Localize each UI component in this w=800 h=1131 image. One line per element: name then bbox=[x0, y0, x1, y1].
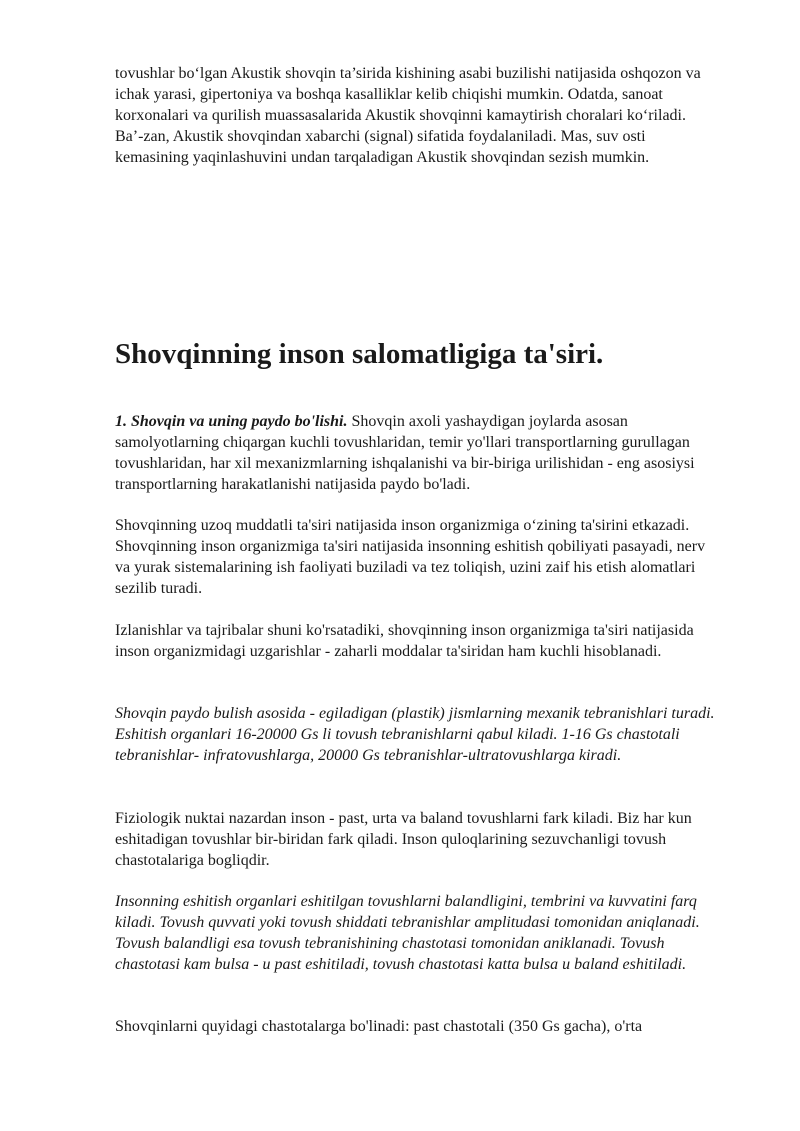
paragraph-text: Shovqin axoli yashaydigan joylarda asosan samolyotlarning chiqargan kuchli tovushlaridan, temir yo'llari transportlarning gurullagan tovushlaridan, har xil mexanizmlarning ishqalanishi va bir-biriga urilishidan - eng asosiysi transportlarning harakatlanishi natijasida paydo bo'ladi. bbox=[115, 413, 695, 493]
paragraph-research: Izlanishlar va tajribalar shuni ko'rsatadiki, shovqinning inson organizmiga ta'siri natijasida inson organizmidagi uzgarishlar - zaharli moddalar ta'siridan ham kuchli hisoblanadi. bbox=[115, 622, 694, 660]
paragraph-physiology: Fiziologik nuktai nazardan inson - past, urta va baland tovushlarni fark kiladi. Biz har kun eshitadigan tovushlar bir-biridan fark qiladi. Inson quloqlarining sezuvchanligi tovush chastotalariga bogliqdir. bbox=[115, 810, 692, 869]
paragraph-frequencies: Shovqinlarni quyidagi chastotalarga bo'linadi: past chastotali (350 Gs gacha), o'rta bbox=[115, 1018, 643, 1035]
paragraph-long-term-effect: Shovqinning uzoq muddatli ta'siri natijasida inson organizmiga o‘zining ta'sirini etkazadi. Shovqinning inson organizmiga ta'siri natijasida insonning eshitish qobiliyati pasayadi, nerv va yurak sistemalarining ish faoliyati buziladi va tez toliqish, uzini zaif his etish alomatlari sezilib turadi. bbox=[115, 517, 706, 597]
paragraph-vibrations: Shovqin paydo bulish asosida - egiladigan (plastik) jismlarning mexanik tebranishlari turadi. Eshitish organlari 16-20000 Gs li tovush tebranishlarni qabul kiladi. 1-16 Gs chastotali tebranishlar- infratovushlarga, 20000 Gs tebranishlar-ultratovushlarga kiradi. bbox=[115, 705, 715, 764]
paragraph-hearing-organs: Insonning eshitish organlari eshitilgan tovushlarni balandligini, tembrini va kuvvatini farq kiladi. Tovush quvvati yoki tovush shiddati tebranishlar amplitudasi tomonidan aniqlanadi. Tovush balandligi esa tovush tebranishining chastotasi tomonidan aniklanadi. Tovush chastotasi kam bulsa - u past eshitiladi, tovush chastotasi katta bulsa u baland eshitiladi. bbox=[115, 893, 700, 973]
paragraph-shovqin-origin bbox=[115, 411, 715, 495]
paragraph-lead: 1. Shovqin va uning paydo bo'lishi. bbox=[115, 413, 348, 430]
intro-paragraph: tovushlar bo‘lgan Akustik shovqin ta’sirida kishining asabi buzilishi natijasida oshqozon va ichak yarasi, gipertoniya va boshqa kasalliklar kelib chiqishi mumkin. Odatda, sanoat korxonalari va qurilish muassasalarida Akustik shovqinni kamaytirish choralari ko‘riladi. Ba’-zan, Akustik shovqindan xabarchi (signal) sifatida foydalaniladi. Mas, suv osti kemasining yaqinlashuvini undan tarqaladigan Akustik shovqindan sezish mumkin. bbox=[115, 65, 701, 166]
section-heading: Shovqinning inson salomatligiga ta'siri. bbox=[115, 338, 604, 370]
